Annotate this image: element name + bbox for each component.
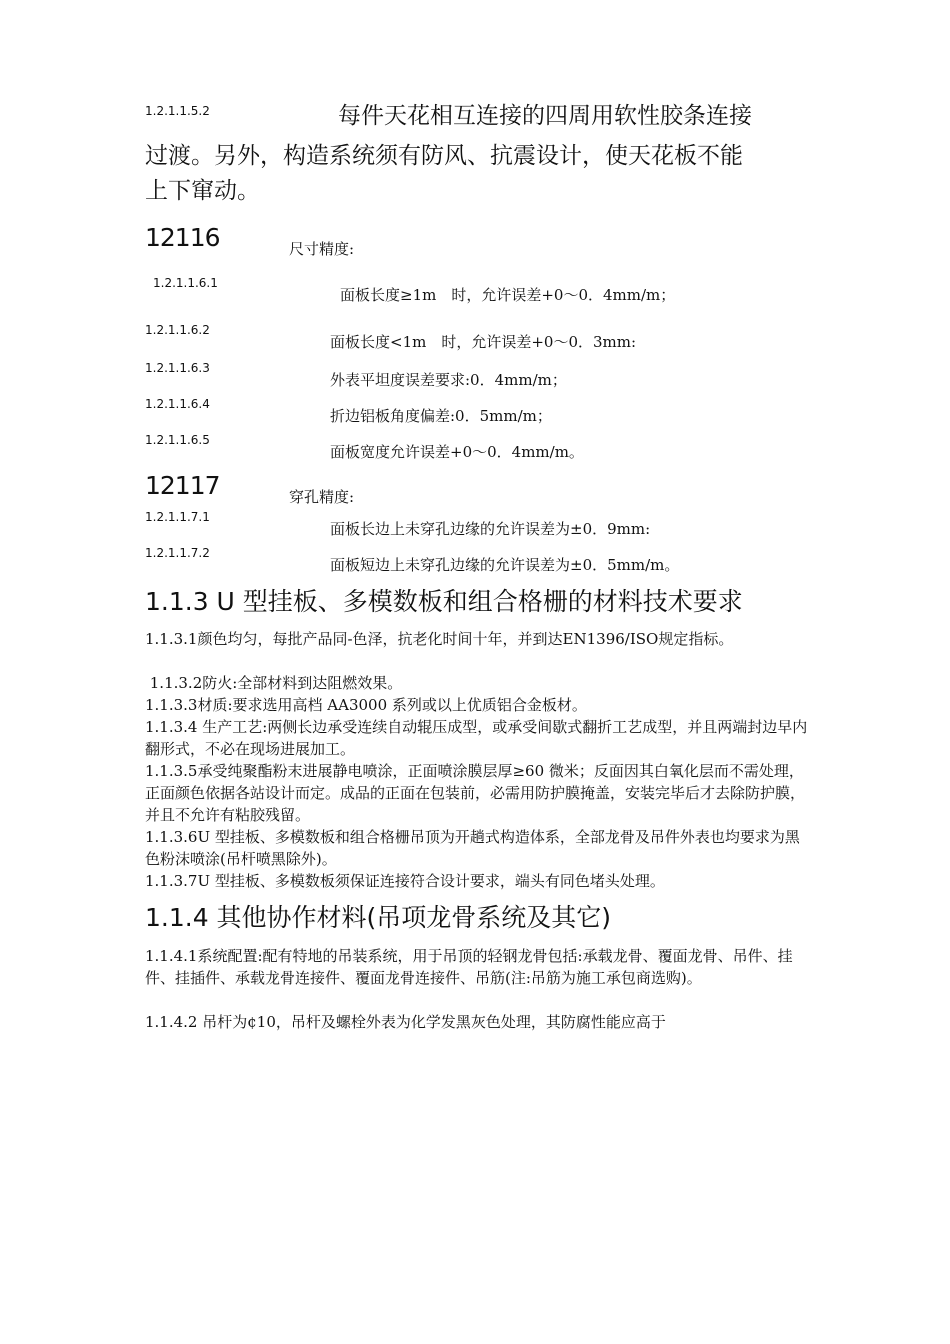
item-text: 折边铝板角度偏差:0．5mm/m；: [330, 407, 552, 425]
item-number: 1.2.1.1.6.4: [145, 397, 210, 411]
section-title: 穿孔精度:: [289, 488, 355, 506]
item-number: 1.2.1.1.6.1: [153, 276, 218, 290]
section-heading: 1.1.3 U 型挂板、多模数板和组合格栅的材料技术要求: [145, 587, 743, 616]
item-text: 面板长度<1m 时，允许误差+0～0．3mm:: [330, 333, 637, 351]
paragraph: 1.1.3.1颜色均匀，每批产品同-色泽，抗老化时间十年，并到达EN1396/ISO规定指标。: [145, 630, 734, 648]
paragraph: 1.1.3.6U 型挂板、多模数板和组合格栅吊顶为开趟式构造体系，全部龙骨及吊件外表也均要求为黑色粉沫喷涂(吊杆喷黑除外)。: [145, 828, 800, 868]
paragraph: 1.1.4.1系统配置:配有特地的吊装系统，用于吊顶的轻钢龙骨包括:承载龙骨、覆面龙骨、吊件、挂件、挂插件、承载龙骨连接件、覆面龙骨连接件、吊筋(注:吊筋为施工承包商选购)。: [145, 947, 793, 987]
paragraph: 1.1.3.7U 型挂板、多模数板须保证连接符合设计要求，端头有同色堵头处理。: [145, 872, 665, 890]
paragraph: 1.1.3.5承受纯聚酯粉末进展静电喷涂，正面喷涂膜层厚≥60 微米；反面因其白氧化层而不需处理，正面颜色依据各站设计而定。成品的正面在包装前，必需用防护膜掩盖，安装完毕后才去除防护膜，并且不允许有粘胶残留。: [145, 762, 806, 824]
section-number: 12116: [145, 223, 220, 252]
clause-text-line: 每件天花相互连接的四周用软性胶条连接: [338, 103, 752, 129]
paragraph: 1.1.4.2 吊杆为¢10，吊杆及螺栓外表为化学发黑灰色处理，其防腐性能应高于: [145, 1013, 666, 1031]
clause-number: 1.2.1.1.5.2: [145, 104, 210, 118]
item-number: 1.2.1.1.6.3: [145, 361, 210, 375]
section-title: 尺寸精度:: [289, 240, 355, 258]
paragraph: 1.1.3.3材质:要求选用高档 AA3000 系列或以上优质铝合金板材。: [145, 696, 587, 714]
clause-text-line: 上下窜动。: [145, 178, 260, 204]
item-number: 1.2.1.1.7.2: [145, 546, 210, 560]
paragraph: 1.1.3.4 生产工艺:两侧长边承受连续自动辊压成型，或承受间歇式翻折工艺成型，并且两端封边早内翻形式，不必在现场进展加工。: [145, 718, 808, 758]
item-number: 1.2.1.1.6.2: [145, 323, 210, 337]
item-text: 面板长度≥1m 时，允许误差+0～0．4mm/m；: [340, 286, 676, 304]
item-number: 1.2.1.1.6.5: [145, 433, 210, 447]
section-heading: 1.1.4 其他协作材料(吊项龙骨系统及其它): [145, 903, 612, 932]
item-text: 面板长边上未穿孔边缘的允许误差为±0．9mm:: [330, 520, 651, 538]
item-text: 面板短边上未穿孔边缘的允许误差为±0．5mm/m。: [330, 556, 680, 574]
clause-text-line: 过渡。另外，构造系统须有防风、抗震设计，使天花板不能: [145, 143, 743, 169]
item-text: 面板宽度允许误差+0～0．4mm/m。: [330, 443, 584, 461]
paragraph: 1.1.3.2防火:全部材料到达阻燃效果。: [145, 674, 403, 692]
section-number: 12117: [145, 471, 220, 500]
item-number: 1.2.1.1.7.1: [145, 510, 210, 524]
item-text: 外表平坦度误差要求:0．4mm/m；: [330, 371, 567, 389]
